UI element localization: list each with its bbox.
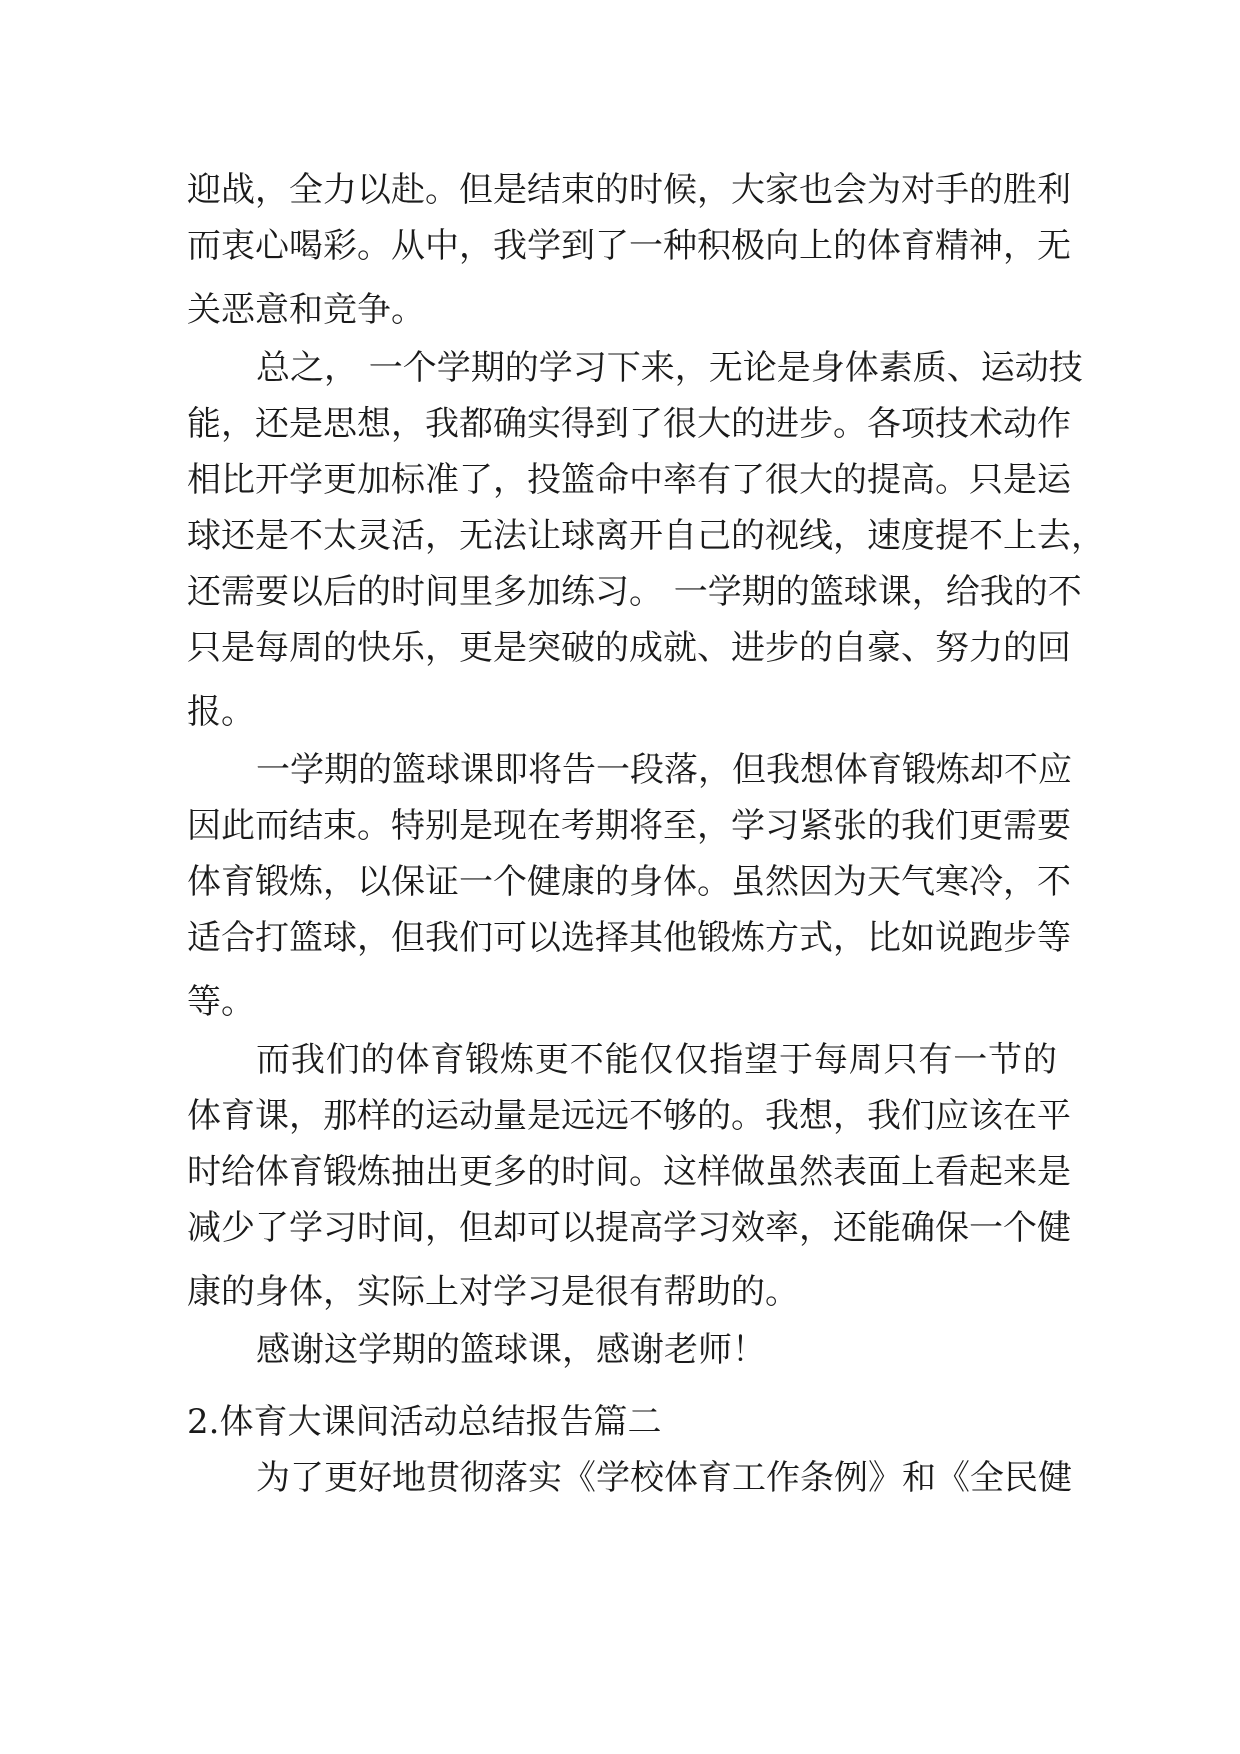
paragraph-5-line-1: 感谢这学期的篮球课，感谢老师！ [256,1330,766,1370]
paragraph-4-line-4: 减少了学习时间，但却可以提高学习效率，还能确保一个健 [187,1208,1071,1248]
section-paragraph-line-1: 为了更好地贯彻落实《学校体育工作条例》和《全民健 [256,1458,1072,1498]
paragraph-1-line-2: 而衷心喝彩。从中，我学到了一种积极向上的体育精神，无 [187,226,1071,266]
paragraph-4-line-5: 康的身体，实际上对学习是很有帮助的。 [187,1272,799,1312]
paragraph-3-line-4: 适合打篮球，但我们可以选择其他锻炼方式，比如说跑步等 [187,918,1071,958]
paragraph-1-line-1: 迎战，全力以赴。但是结束的时候，大家也会为对手的胜利 [187,170,1071,210]
paragraph-3-line-5: 等。 [187,982,255,1022]
paragraph-3-line-3: 体育锻炼，以保证一个健康的身体。虽然因为天气寒冷，不 [187,862,1071,902]
paragraph-2-line-6: 只是每周的快乐，更是突破的成就、进步的自豪、努力的回 [187,628,1071,668]
paragraph-4-line-3: 时给体育锻炼抽出更多的时间。这样做虽然表面上看起来是 [187,1152,1071,1192]
paragraph-2-line-1: 总之， 一个学期的学习下来，无论是身体素质、运动技 [256,348,1083,388]
paragraph-4-line-2: 体育课，那样的运动量是远远不够的。我想，我们应该在平 [187,1096,1071,1136]
paragraph-2-line-2: 能，还是思想，我都确实得到了很大的进步。各项技术动作 [187,404,1071,444]
paragraph-2-line-4: 球还是不太灵活，无法让球离开自己的视线，速度提不上去， [187,516,1105,556]
paragraph-2-line-3: 相比开学更加标准了，投篮命中率有了很大的提高。只是运 [187,460,1071,500]
paragraph-4-line-1: 而我们的体育锻炼更不能仅仅指望于每周只有一节的 [256,1040,1057,1080]
section-heading: 2.体育大课间活动总结报告篇二 [187,1402,662,1442]
paragraph-2-line-7: 报。 [187,692,255,732]
paragraph-3-line-1: 一学期的篮球课即将告一段落，但我想体育锻炼却不应 [256,750,1072,790]
paragraph-1-line-3: 关恶意和竞争。 [187,290,425,330]
paragraph-2-line-5: 还需要以后的时间里多加练习。 一学期的篮球课，给我的不 [187,572,1082,612]
paragraph-3-line-2: 因此而结束。特别是现在考期将至，学习紧张的我们更需要 [187,806,1071,846]
